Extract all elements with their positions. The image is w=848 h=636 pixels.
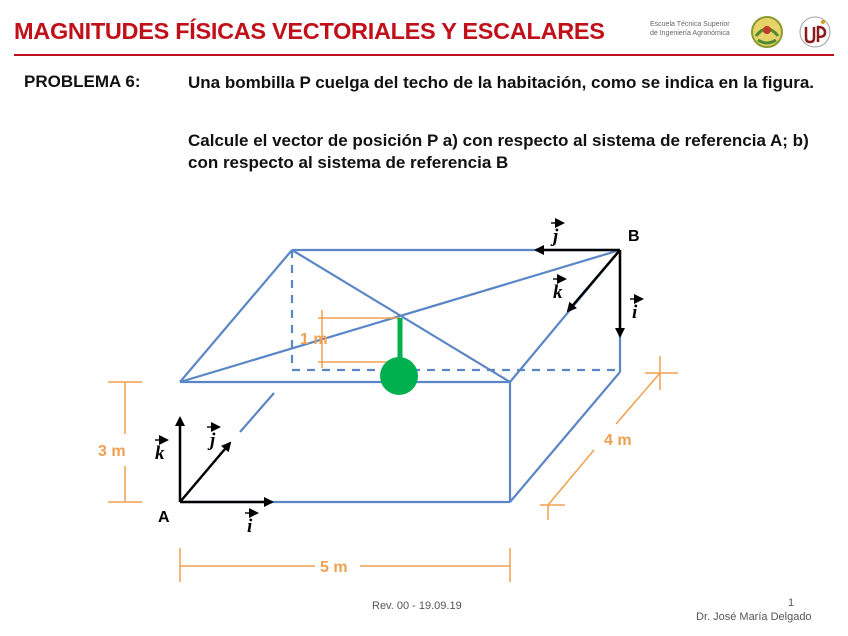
height-label: 3 m [98,443,126,460]
floor-left-edge-visible [240,393,274,432]
author-footer: Dr. José María Delgado [696,611,812,623]
school-name-line2: de Ingeniería Agronómica [650,30,730,37]
ceiling-left-edge [180,250,292,382]
problem-label: PROBLEMA 6: [24,72,141,91]
problem-statement: Una bombilla P cuelga del techo de la habitación, como se indica en la figura. [188,73,815,92]
hang-label: 1 m [300,331,328,348]
svg-text:i: i [247,516,253,537]
origin-a-label: A [158,509,170,526]
a-i-label [245,513,257,537]
problem-question: Calcule el vector de posición P a) con respecto al sistema de referencia A; b) con respecto al sistema de referencia B [188,131,809,172]
height-dimension [108,382,142,502]
a-k-label [155,440,167,464]
school-name-line1: Escuela Técnica Superior [650,21,730,28]
svg-text:j: j [210,430,216,451]
a-j-label [207,427,219,451]
b-k-label [553,279,565,303]
revision-footer: Rev. 00 - 19.09.19 [372,600,462,612]
slide-title: MAGNITUDES FÍSICAS VECTORIALES Y ESCALARES [14,18,605,44]
page-number: 1 [788,597,795,609]
svg-text:j: j [553,226,559,247]
width-label: 5 m [320,559,348,576]
b-i-label [630,299,642,323]
depth-label: 4 m [604,432,632,449]
origin-b-label: B [628,228,640,245]
svg-text:k: k [553,282,563,303]
hang-dimension [318,310,400,368]
vector-a-j-arrow [180,443,230,502]
vector-b-k-arrow [568,250,620,311]
svg-text:k: k [155,443,165,464]
light-bulb-p [380,357,418,395]
svg-text:i: i [632,302,638,323]
b-j-label [550,223,563,247]
